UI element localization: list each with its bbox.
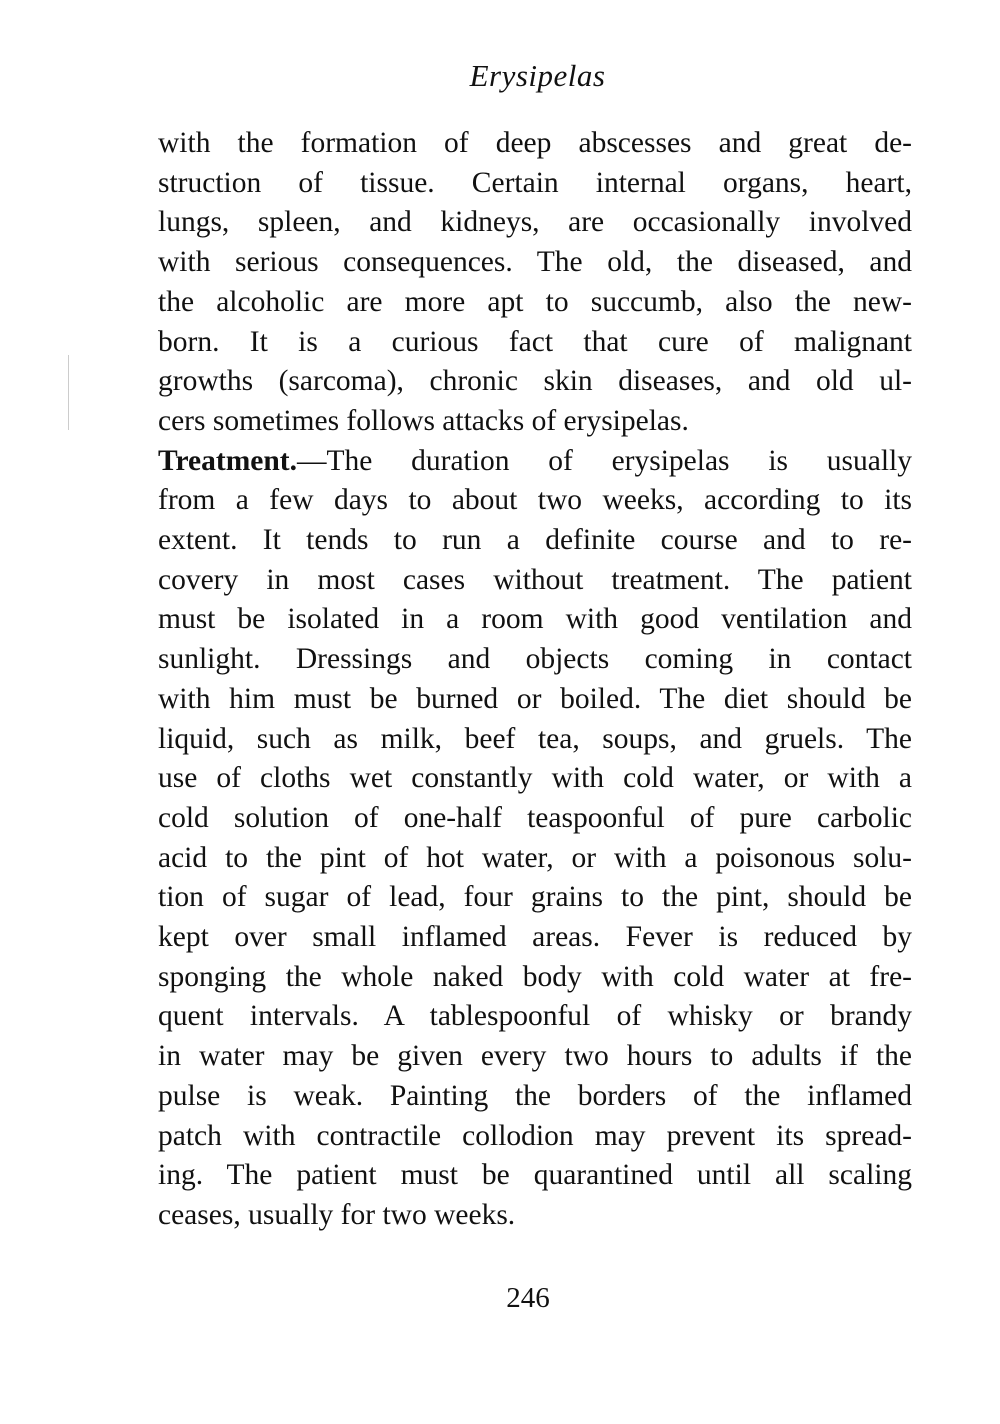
text-line: ing. The patient must be quarantined until all scaling (158, 1159, 912, 1192)
text-line: born. It is a curious fact that cure of malignant (158, 325, 912, 358)
first-line-text: —The duration of erysipelas is usually (297, 444, 912, 477)
text-line: extent. It tends to run a definite course and to re- (158, 524, 912, 557)
text-line: quent intervals. A tablespoonful of whisky or brandy (158, 1000, 912, 1033)
paragraph-2 (158, 442, 912, 1236)
paragraph-first-line (158, 442, 912, 482)
text-line: covery in most cases without treatment. The patient (158, 563, 912, 596)
text-line: lungs, spleen, and kidneys, are occasionally involved (158, 206, 912, 239)
text-line: the alcoholic are more apt to succumb, also the new- (158, 285, 912, 318)
text-line: with him must be burned or boiled. The diet should be (158, 682, 912, 715)
text-line: growths (sarcoma), chronic skin diseases, and old ul- (158, 365, 912, 398)
text-line: patch with contractile collodion may prevent its spread- (158, 1119, 912, 1152)
paragraph-1 (158, 124, 912, 442)
text-line: acid to the pint of hot water, or with a poisonous solu- (158, 841, 912, 874)
text-line: with the formation of deep abscesses and great de- (158, 127, 912, 159)
scan-edge-mark (68, 355, 69, 430)
text-line: sponging the whole naked body with cold water at fre- (158, 960, 912, 993)
text-line: liquid, such as milk, beef tea, soups, and gruels. The (158, 722, 912, 755)
text-line: cold solution of one-half teaspoonful of pure carbolic (158, 801, 912, 834)
text-line: kept over small inflamed areas. Fever is reduced by (158, 921, 912, 954)
text-line: use of cloths wet constantly with cold water, or with a (158, 762, 912, 795)
text-line: ceases, usually for two weeks. (158, 1198, 516, 1231)
text-line: in water may be given every two hours to adults if the (158, 1040, 912, 1073)
text-line: cers sometimes follows attacks of erysipelas. (158, 404, 689, 437)
text-line: pulse is weak. Painting the borders of the inflamed (158, 1079, 912, 1112)
text-line: from a few days to about two weeks, according to its (158, 484, 912, 517)
body-text (158, 124, 912, 1236)
text-line: struction of tissue. Certain internal organs, heart, (158, 166, 912, 199)
section-heading-treatment: Treatment. (158, 444, 297, 477)
text-line: must be isolated in a room with good ventilation and (158, 603, 912, 636)
running-head: Erysipelas (469, 58, 606, 93)
text-line: with serious consequences. The old, the diseased, and (158, 246, 912, 279)
text-line: sunlight. Dressings and objects coming in contact (158, 643, 912, 676)
text-line: tion of sugar of lead, four grains to the pint, should be (158, 881, 912, 914)
page-number: 246 (506, 1282, 550, 1314)
